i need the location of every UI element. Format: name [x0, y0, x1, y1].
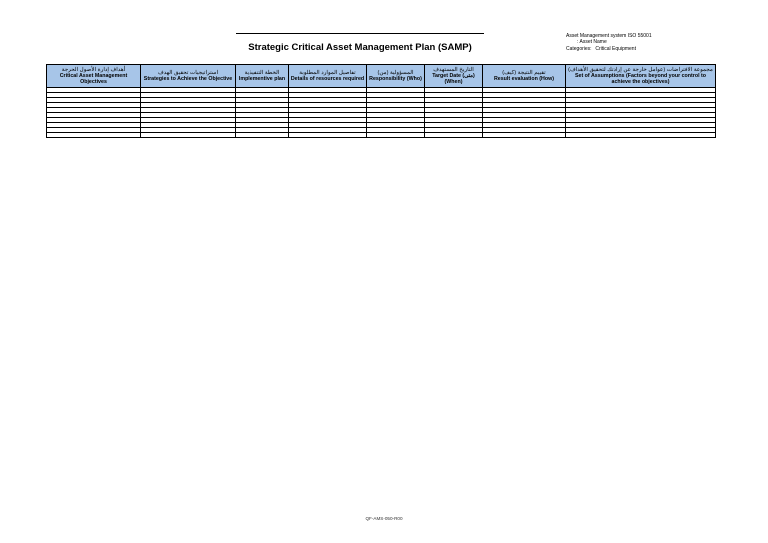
- table-cell[interactable]: [289, 133, 367, 138]
- document-meta: [566, 33, 716, 52]
- form-code: QF-AMS-050-R00: [365, 516, 403, 521]
- samp-table: [46, 64, 716, 138]
- column-header-assumptions: مجموعة الافتراضات (عوامل خارجة عن إرادتك لتحقيق الأهداف) Set of Assumptions (Factors beyond your control to achieve the objectives): [566, 65, 716, 88]
- column-header-resources: تفاصيل الموارد المطلوبة Details of resources required: [289, 65, 367, 88]
- categories-label: Categories:: [566, 45, 592, 52]
- column-header-responsibility: المسؤولية (من) Responsibility (Who): [367, 65, 425, 88]
- system-name: Asset Management system ISO 55001: [566, 33, 652, 39]
- categories-row: [566, 46, 716, 52]
- table-cell[interactable]: [141, 133, 236, 138]
- column-header-objectives: أهداف إدارة الأصول الحرجة Critical Asset Management Objectives: [47, 65, 141, 88]
- table-cell[interactable]: [47, 133, 141, 138]
- column-header-implementive-plan: الخطة التنفيذية Implementive plan: [236, 65, 289, 88]
- table-cell[interactable]: [566, 133, 716, 138]
- asset-name: : Asset Name: [577, 39, 607, 46]
- table-cell[interactable]: [483, 133, 566, 138]
- table-cell[interactable]: [236, 133, 289, 138]
- samp-table-body: [47, 88, 716, 138]
- page-title: Strategic Critical Asset Management Plan (SAMP): [248, 42, 472, 53]
- column-header-target-date: التاريخ المستهدف Target Date (متى) (When): [425, 65, 483, 88]
- title-rule: [236, 33, 484, 34]
- table-cell[interactable]: [367, 133, 425, 138]
- table-header-row: [47, 65, 716, 88]
- categories-value: Critical Equipment: [595, 45, 636, 52]
- table-cell[interactable]: [425, 133, 483, 138]
- column-header-strategies: استراتيجيات تحقيق الهدف Strategies to Achieve the Objective: [141, 65, 236, 88]
- column-header-result-evaluation: تقييم النتيجة (كيف) Result evaluation (How): [483, 65, 566, 88]
- table-row: [47, 133, 716, 138]
